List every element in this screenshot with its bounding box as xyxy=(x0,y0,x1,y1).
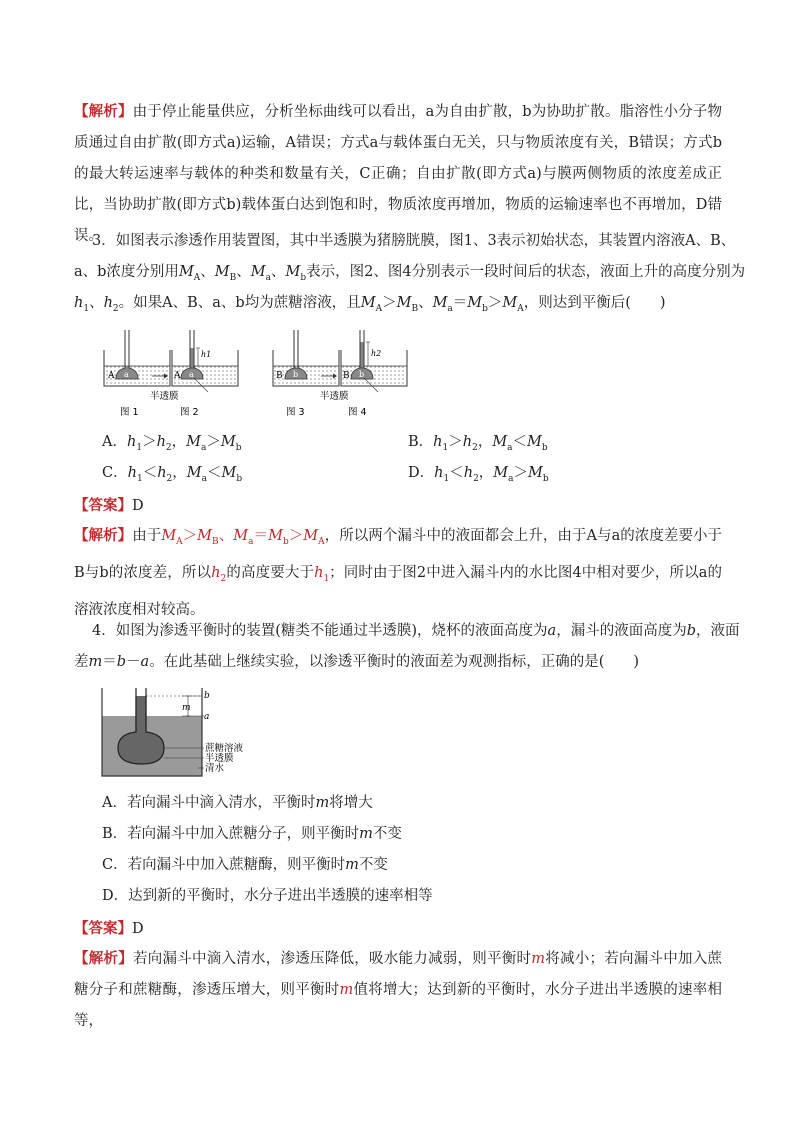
figure-3 xyxy=(273,330,339,386)
label-A-1: A xyxy=(108,371,115,381)
question-3-line-3: $h_1$、$h_2$。如果A、B、a、b均为蔗糖溶液，且$M_A>M_B$、$M_a=M_b>M_A$，则达到平衡后( ) xyxy=(74,295,666,314)
q3-option-b: B．$h_1>h_2$，$M_a<M_b$ xyxy=(408,434,548,453)
q3-option-c: C．$h_1<h_2$，$M_a<M_b$ xyxy=(102,465,243,484)
label-A-2: A xyxy=(174,371,181,381)
answer-q3: 【答案】D xyxy=(74,497,144,514)
label-b-3: b xyxy=(293,370,299,379)
membrane-label-2: 半透膜 xyxy=(320,391,349,402)
q4-option-d: D．达到新的平衡时，水分子进出半透膜的速率相等 xyxy=(102,888,433,904)
label-B-3: B xyxy=(276,371,283,381)
q4-option-c: C．若向漏斗中加入蔗糖酶，则平衡时m不变 xyxy=(102,857,388,873)
q3-option-d: D．$h_1<h_2$，$M_a>M_b$ xyxy=(408,465,549,484)
q3-option-a: A．$h_1>h_2$，$M_a>M_b$ xyxy=(102,434,242,453)
label-a-2: a xyxy=(189,370,194,379)
label-membrane: 半透膜 xyxy=(205,753,234,764)
analysis-tag: 【解析】 xyxy=(74,103,133,120)
label-b: b xyxy=(204,691,210,701)
question-4-line-1: 4．如图为渗透平衡时的装置(糖类不能通过半透膜)，烧杯的液面高度为a，漏斗的液面高度为b，液面 xyxy=(92,623,740,639)
q4-option-a: A．若向漏斗中滴入清水，平衡时m将增大 xyxy=(102,795,373,811)
figure-2-caption: 图 2 xyxy=(180,407,199,418)
label-sucrose: 蔗糖溶液 xyxy=(205,743,244,754)
label-a-1: a xyxy=(124,370,129,379)
figure-4-caption: 图 4 xyxy=(348,407,367,418)
label-h2: h2 xyxy=(371,349,382,358)
label-b-4: b xyxy=(359,370,365,379)
figure-4 xyxy=(341,330,407,386)
label-m: m xyxy=(182,703,191,713)
explanation-q4: 【解析】若向漏斗中滴入清水，渗透压降低，吸水能力减弱，则平衡时m将减小；若向漏斗中加入蔗糖分子和蔗糖酶，渗透压增大，则平衡时m值将增大；达到新的平衡时，水分子进出半透膜的速率相等， xyxy=(74,950,722,1029)
q4-option-b: B．若向漏斗中加入蔗糖分子，则平衡时m不变 xyxy=(102,826,402,842)
figure-1-caption: 图 1 xyxy=(120,407,139,418)
question-3-line-1: 3．如图表示渗透作用装置图，其中半透膜为猪膀胱膜，图1、3表示初始状态，其装置内溶液A、B、 xyxy=(92,233,736,249)
label-water: 清水 xyxy=(205,763,225,774)
question-4-line-2: 差m＝b－a。在此基础上继续实验，以渗透平衡时的液面差为观测指标，正确的是( ) xyxy=(74,654,640,670)
figure-3-caption: 图 3 xyxy=(286,407,305,418)
label-B-4: B xyxy=(343,371,350,381)
label-a: a xyxy=(204,712,210,722)
osmosis-figure-q3 xyxy=(98,330,418,422)
question-3-line-2: a、b浓度分别用$M_A$、$M_B$、$M_a$、$M_b$表示，图2、图4分别表示一段时间后的状态，液面上升的高度分别为 xyxy=(74,264,746,283)
osmosis-figure-q4 xyxy=(98,688,268,784)
membrane-label-1: 半透膜 xyxy=(150,391,179,402)
explanation-q3: 【解析】由于$M_A>M_B$、$M_a=M_b>M_A$，所以两个漏斗中的液面都会上升，由于A与a的浓度差要小于B与b的浓度差，所以$h_2$的高度要大于$h_1$；同时由于图2中进入漏斗内的水比图4中相对要少，所以a的溶液浓度相对较高。 xyxy=(74,527,723,618)
answer-q4: 【答案】D xyxy=(74,920,144,937)
explanation-text: 由于停止能量供应，分析坐标曲线可以看出，a为自由扩散，b为协助扩散。脂溶性小分子物质通过自由扩散(即方式a)运输，A错误；方式a与载体蛋白无关，只与物质浓度有关，B错误；方式b的最大转运速率与载体的种类和数量有关，C正确；自由扩散(即方式a)与膜两侧物质的浓度差成正比，当协助扩散(即方式b)载体蛋白达到饱和时，物质浓度再增加，物质的运输速率也不再增加，D错误。 xyxy=(74,104,722,244)
label-h1: h1 xyxy=(201,350,212,359)
